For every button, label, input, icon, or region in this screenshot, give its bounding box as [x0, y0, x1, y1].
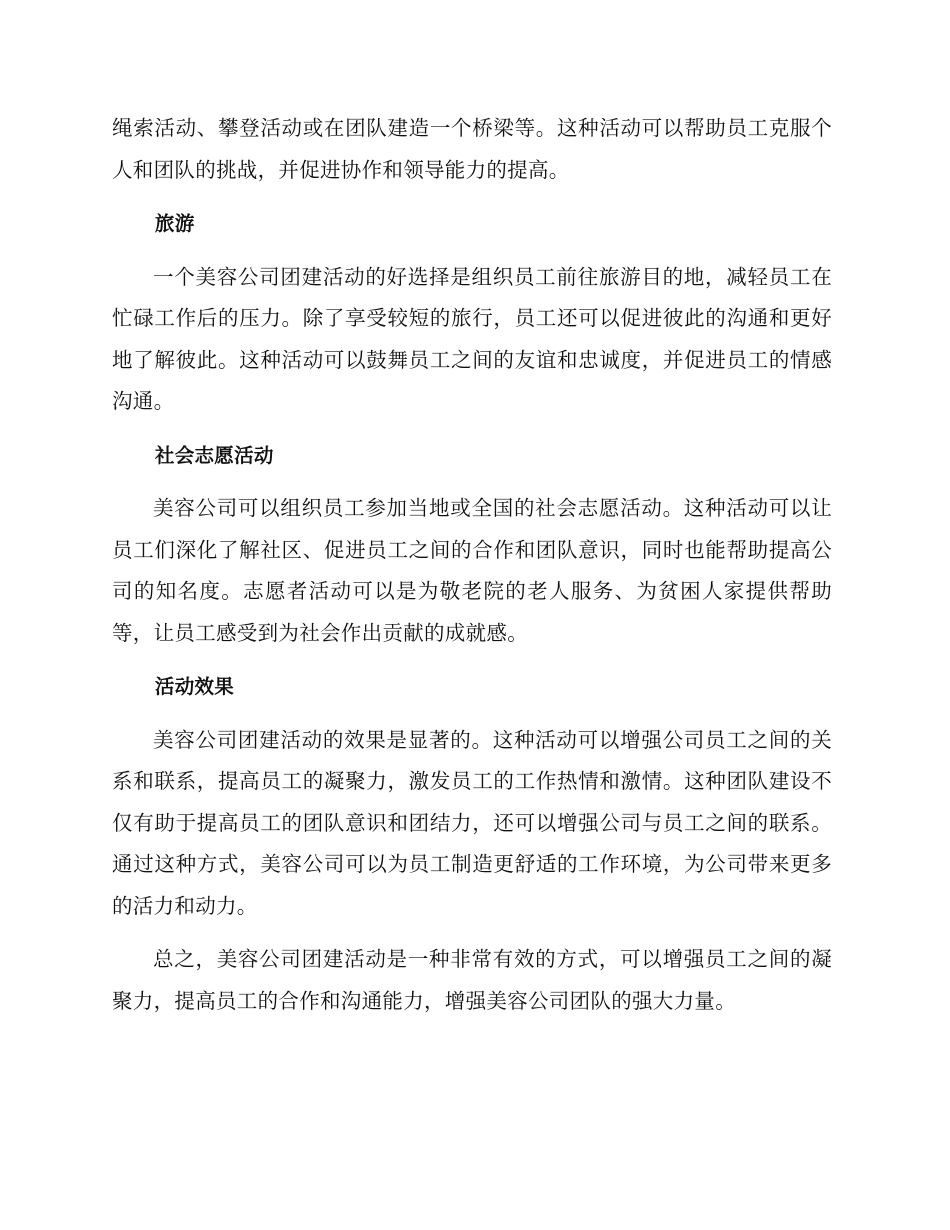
- conclusion-paragraph: 总之，美容公司团建活动是一种非常有效的方式，可以增强员工之间的凝聚力，提高员工的合作和沟通能力，增强美容公司团队的强大力量。: [112, 947, 832, 1013]
- section-paragraph-effects: 美容公司团建活动的效果是显著的。这种活动可以增强公司员工之间的关系和联系，提高员工的凝聚力，激发员工的工作热情和激情。这种团队建设不仅有助于提高员工的团队意识和团结力，还可以增强公司与员工之间的联系。通过这种方式，美容公司可以为员工制造更舒适的工作环境，为公司带来更多的活力和动力。: [112, 727, 832, 918]
- section-paragraph-volunteer: 美容公司可以组织员工参加当地或全国的社会志愿活动。这种活动可以让员工们深化了解社区、促进员工之间的合作和团队意识，同时也能帮助提高公司的知名度。志愿者活动可以是为敬老院的老人服务、为贫困人家提供帮助等，让员工感受到为社会作出贡献的成就感。: [112, 496, 832, 645]
- document-page: [112, 108, 832, 1034]
- section-heading-travel: 旅游: [154, 212, 195, 235]
- intro-paragraph-continued: 绳索活动、攀登活动或在团队建造一个桥梁等。这种活动可以帮助员工克服个人和团队的挑战，并促进协作和领导能力的提高。: [112, 116, 832, 182]
- section-heading-effects: 活动效果: [154, 675, 235, 698]
- section-paragraph-travel: 一个美容公司团建活动的好选择是组织员工前往旅游目的地，减轻员工在忙碌工作后的压力。除了享受较短的旅行，员工还可以促进彼此的沟通和更好地了解彼此。这种活动可以鼓舞员工之间的友谊和忠诚度，并促进员工的情感沟通。: [112, 264, 832, 413]
- section-heading-volunteer: 社会志愿活动: [154, 443, 274, 467]
